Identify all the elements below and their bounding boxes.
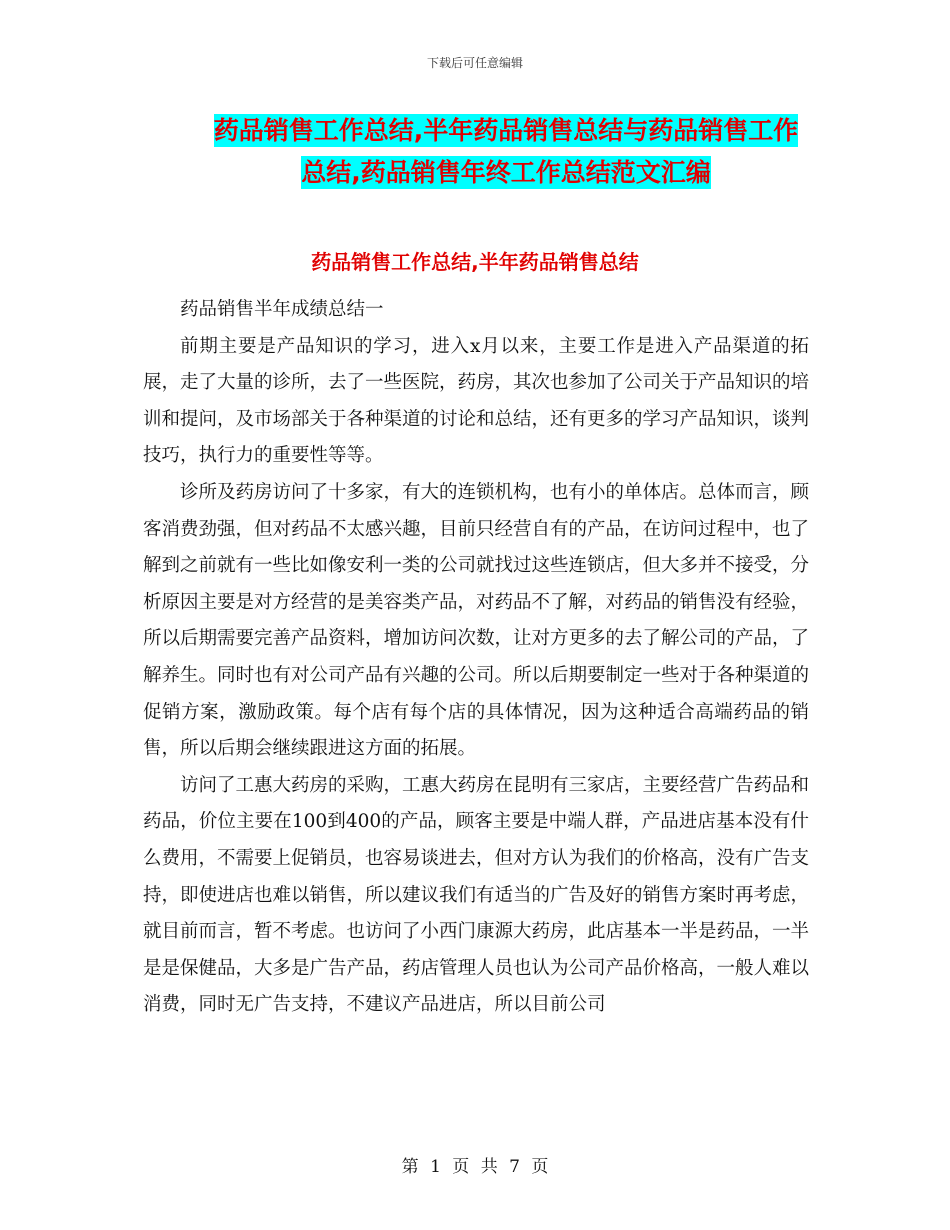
document-title-line-1: 药品销售工作总结,半年药品销售总结与药品销售工作 — [213, 116, 799, 145]
page-number: 第 1 页 共 7 页 — [401, 1157, 549, 1177]
section-title: 药品销售工作总结,半年药品销售总结 — [311, 250, 639, 274]
paragraph: 前期主要是产品知识的学习，进入x月以来，主要工作是进入产品渠道的拓展，走了大量的诊所，去了一些医院，药房，其次也参加了公司关于产品知识的培训和提问，及市场部关于各种渠道的讨论和总结，还有更多的学习产品知识，谈判技巧，执行力的重要性等等。 — [143, 335, 810, 467]
document-body — [143, 292, 809, 1024]
paragraph: 诊所及药房访问了十多家，有大的连锁机构，也有小的单体店。总体而言，顾客消费劲强，但对药品不太感兴趣，目前只经营自有的产品，在访问过程中，也了解到之前就有一些比如像安利一类的公司就找过这些连锁店，但大多并不接受，分析原因主要是对方经营的是美容类产品，对药品不了解，对药品的销售没有经验，所以后期需要完善产品资料，增加访问次数，让对方更多的去了解公司的产品，了解养生。同时也有对公司产品有兴趣的公司。所以后期要制定一些对于各种渠道的促销方案，激励政策。每个店有每个店的具体情况，因为这种适合高端药品的销售，所以后期会继续跟进这方面的拓展。 — [143, 481, 810, 760]
page-header-note: 下载后可任意编辑 — [426, 56, 523, 70]
paragraph: 访问了工惠大药房的采购，工惠大药房在昆明有三家店，主要经营广告药品和药品，价位主要在100到400的产品，顾客主要是中端人群，产品进店基本没有什么费用，不需要上促销员，也容易谈进去，但对方认为我们的价格高，没有广告支持，即使进店也难以销售，所以建议我们有适当的广告及好的销售方案时再考虑，就目前而言，暂不考虑。也访问了小西门康源大药房，此店基本一半是药品，一半是是保健品，大多是广告产品，药店管理人员也认为公司产品价格高，一般人难以消费，同时无广告支持，不建议产品进店，所以目前公司 — [143, 774, 810, 1016]
document-title — [186, 110, 826, 194]
document-title-line-2: 总结,药品销售年终工作总结范文汇编 — [301, 158, 711, 187]
paragraph-subheading: 药品销售半年成绩总结一 — [180, 299, 384, 320]
